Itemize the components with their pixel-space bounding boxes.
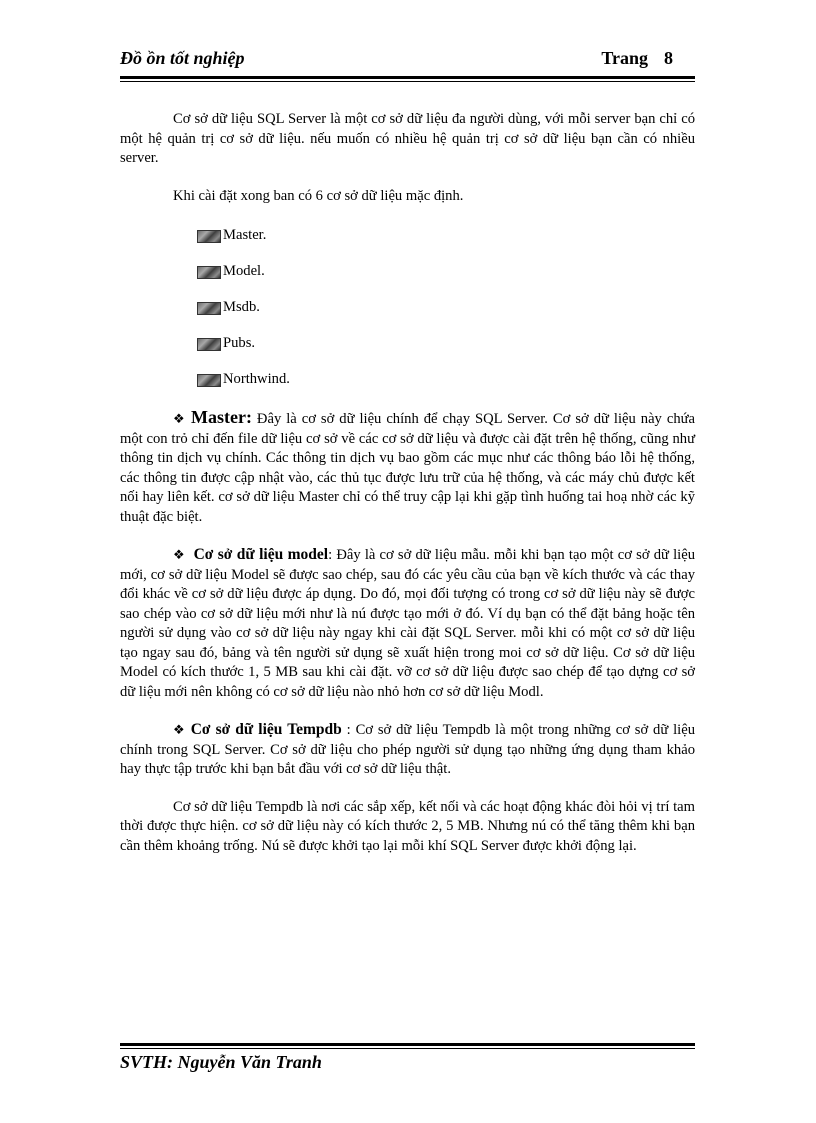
- bullet-icon: ❖: [173, 722, 186, 737]
- header-rule-thick: [120, 76, 695, 79]
- tempdb-paragraph: [120, 720, 695, 780]
- page-number: 8: [664, 48, 673, 68]
- list-item: [120, 254, 695, 290]
- page-header: [120, 48, 695, 72]
- database-icon: [197, 230, 221, 243]
- database-name: Msdb.: [223, 299, 260, 316]
- model-text: : Đây là cơ sở dữ liệu mẫu. mỗi khi bạn tạo một cơ sở dữ liệu mới, cơ sở dữ liệu Model sẽ được sao chép, sau đó các yêu cầu của bạn về kích thước và các thay đổi khác về cơ sở dữ liệu được áp dụng. Do đó, mọi đối tượng có trong cơ sở dữ liệu này sẽ được sao chép vào cơ sở dữ liệu mới như là nú được tạo mới ở đó. Ví dụ bạn có thể đặt bảng hoặc tên người sử dụng vào cơ sở dữ liệu này ngay khi cài đặt SQL Server. mỗi khi có một cơ sở dữ liệu tạo ngay sau đó, bảng và tên người sử dụng sẽ xuất hiện trong moi cơ sở dữ liệu. Cơ sở dữ liệu Model có kích thước 1, 5 MB sau khi cài đặt. vỡ cơ sở dữ liệu được sao chép để tạo dựng cơ sở dữ liệu mới nên không có cơ sở dữ liệu nào nhỏ hơn cơ sở dữ liệu Modl.: [120, 547, 696, 700]
- list-item: [120, 362, 695, 398]
- database-list: [120, 218, 695, 398]
- database-name: Master.: [223, 227, 267, 244]
- footer-author: SVTH: Nguyễn Văn Tranh: [120, 1052, 322, 1072]
- tempdb-text: : Cơ sở dữ liệu Tempdb là một trong những cơ sở dữ liệu chính trong SQL Server. Cơ sở dữ liệu cho phép người sử dụng tạo những ứng dụng tham khảo hay thực tập trước khi bạn bắt đầu với cơ sở dữ liệu thật.: [120, 722, 695, 777]
- master-text: Đây là cơ sở dữ liệu chính để chạy SQL Server. Cơ sở dữ liệu này chứa một con trỏ chỉ đến file dữ liệu cơ sở về các cơ sở dữ liệu và được cài đặt trên hệ thống, cũng như thông tin dịch vụ chính. Các thông tin dịch vụ bao gồm các mục như các thông báo lỗi hệ thống, các thông tin được cập nhật vào, các thủ tục được lưu trữ của hệ thống, và các máy chủ được kết nối hay liên kết. cơ sở dữ liệu Master chỉ có thể truy cập lại khi gặp tình huống tai hoạ nhờ các kỹ thuật đặc biệt.: [120, 411, 695, 525]
- database-icon: [197, 266, 221, 279]
- database-icon: [197, 302, 221, 315]
- bullet-icon: ❖: [173, 411, 186, 426]
- database-icon: [197, 338, 221, 351]
- footer-rule-thin: [120, 1048, 695, 1049]
- list-item: [120, 290, 695, 326]
- tempdb-term: Cơ sở dữ liệu Tempdb: [190, 721, 342, 738]
- master-term: Master:: [190, 407, 252, 427]
- database-name: Pubs.: [223, 335, 256, 352]
- footer-rule-thick: [120, 1043, 695, 1046]
- database-list-intro: Khi cài đặt xong ban có 6 cơ sở dữ liệu mặc định.: [173, 187, 464, 204]
- page-body: [120, 110, 695, 856]
- database-name: Model.: [223, 263, 265, 280]
- page-label: Trang: [601, 48, 648, 68]
- database-icon: [197, 374, 221, 387]
- closing-paragraph: Cơ sở dữ liệu Tempdb là nơi các sắp xếp, kết nối và các hoạt động khác đòi hỏi vị trí tam thời được thực hiện. cơ sở dữ liệu này có kích thước 2, 5 MB. Nhưng nú có thể tăng thêm khi bạn cần thêm khoảng trống. Nú sẽ được khởi tạo lại mỗi khí SQL Server được khởi động lại.: [120, 798, 695, 854]
- model-paragraph: [120, 545, 695, 702]
- header-rule-thin: [120, 81, 695, 82]
- bullet-icon: ❖: [173, 547, 186, 562]
- database-name: Northwind.: [223, 371, 290, 388]
- list-item: [120, 326, 695, 362]
- page-indicator: [601, 48, 673, 69]
- master-paragraph: [120, 408, 695, 527]
- intro-paragraph: Cơ sở dữ liệu SQL Server là một cơ sở dữ liệu đa người dùng, với mỗi server bạn chỉ có một hệ quản trị cơ sở dữ liệu. nếu muốn có nhiều hệ quản trị cơ sở dữ liệu bạn cần có nhiều server.: [120, 111, 695, 166]
- model-term: Cơ sở dữ liệu model: [193, 546, 329, 563]
- document-title: Đồ ồn tốt nghiệp: [120, 48, 245, 68]
- list-item: [120, 218, 695, 254]
